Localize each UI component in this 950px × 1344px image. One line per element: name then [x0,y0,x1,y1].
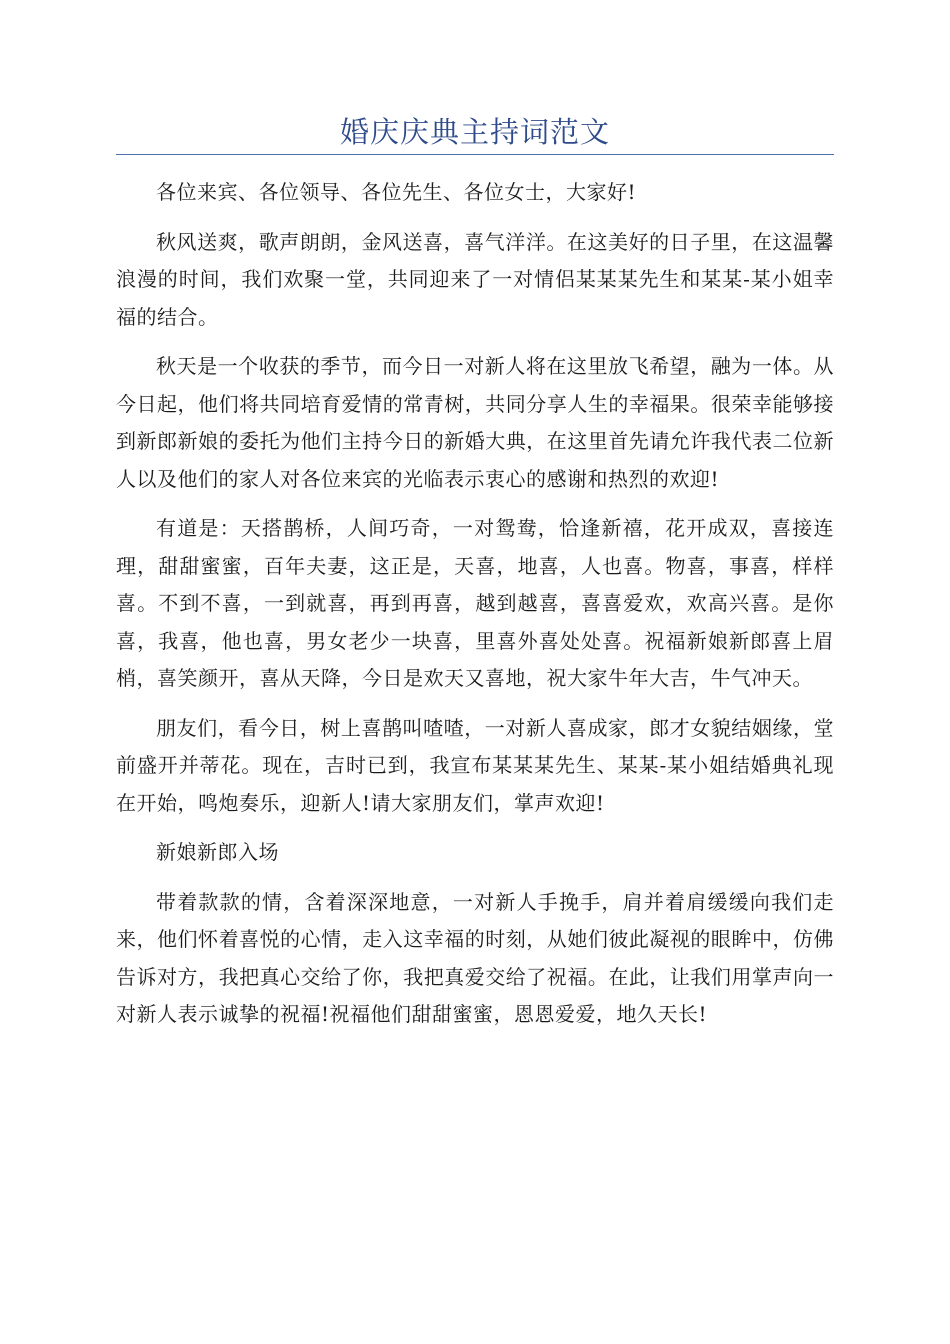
document-title: 婚庆庆典主持词范文 [339,115,610,149]
paragraph-autumn: 秋天是一个收获的季节，而今日一对新人将在这里放飞希望，融为一体。从今日起，他们将共同培育爱情的常青树，共同分享人生的幸福果。很荣幸能够接到新郎新娘的委托为他们主持今日的新婚大典，在这里首先请允许我代表二位新人以及他们的家人对各位来宾的光临表示衷心的感谢和热烈的欢迎! [116,354,834,491]
title-underline [116,154,834,155]
paragraph-blessing: 有道是：天搭鹊桥，人间巧奇，一对鸳鸯，恰逢新禧，花开成双，喜接连理，甜甜蜜蜜，百年夫妻，这正是，天喜，地喜，人也喜。物喜，事喜，样样喜。不到不喜，一到就喜，再到再喜，越到越喜，喜喜爱欢，欢高兴喜。是你喜，我喜，他也喜，男女老少一块喜，里喜外喜处处喜。祝福新娘新郎喜上眉梢，喜笑颜开，喜从天降，今日是欢天又喜地，祝大家牛年大吉，牛气冲天。 [116,516,834,690]
paragraph-entrance: 带着款款的情，含着深深地意，一对新人手挽手，肩并着肩缓缓向我们走来，他们怀着喜悦的心情，走入这幸福的时刻，从她们彼此凝视的眼眸中，仿佛告诉对方，我把真心交给了你，我把真爱交给了祝福。在此，让我们用掌声向一对新人表示诚挚的祝福!祝福他们甜甜蜜蜜，恩恩爱爱，地久天长! [116,889,834,1026]
paragraph-opening: 秋风送爽，歌声朗朗，金风送喜，喜气洋洋。在这美好的日子里，在这温馨浪漫的时间，我们欢聚一堂，共同迎来了一对情侣某某某先生和某某-某小姐幸福的结合。 [116,229,834,329]
paragraph-entrance-heading: 新娘新郎入场 [156,840,279,864]
paragraph-greeting: 各位来宾、各位领导、各位先生、各位女士，大家好! [156,180,637,204]
paragraph-announcement: 朋友们，看今日，树上喜鹊叫喳喳，一对新人喜成家，郎才女貌结姻缘，堂前盛开并蒂花。现在，吉时已到，我宣布某某某先生、某某-某小姐结婚典礼现在开始，鸣炮奏乐，迎新人!请大家朋友们，掌声欢迎! [116,715,834,815]
document-body [116,174,834,1046]
